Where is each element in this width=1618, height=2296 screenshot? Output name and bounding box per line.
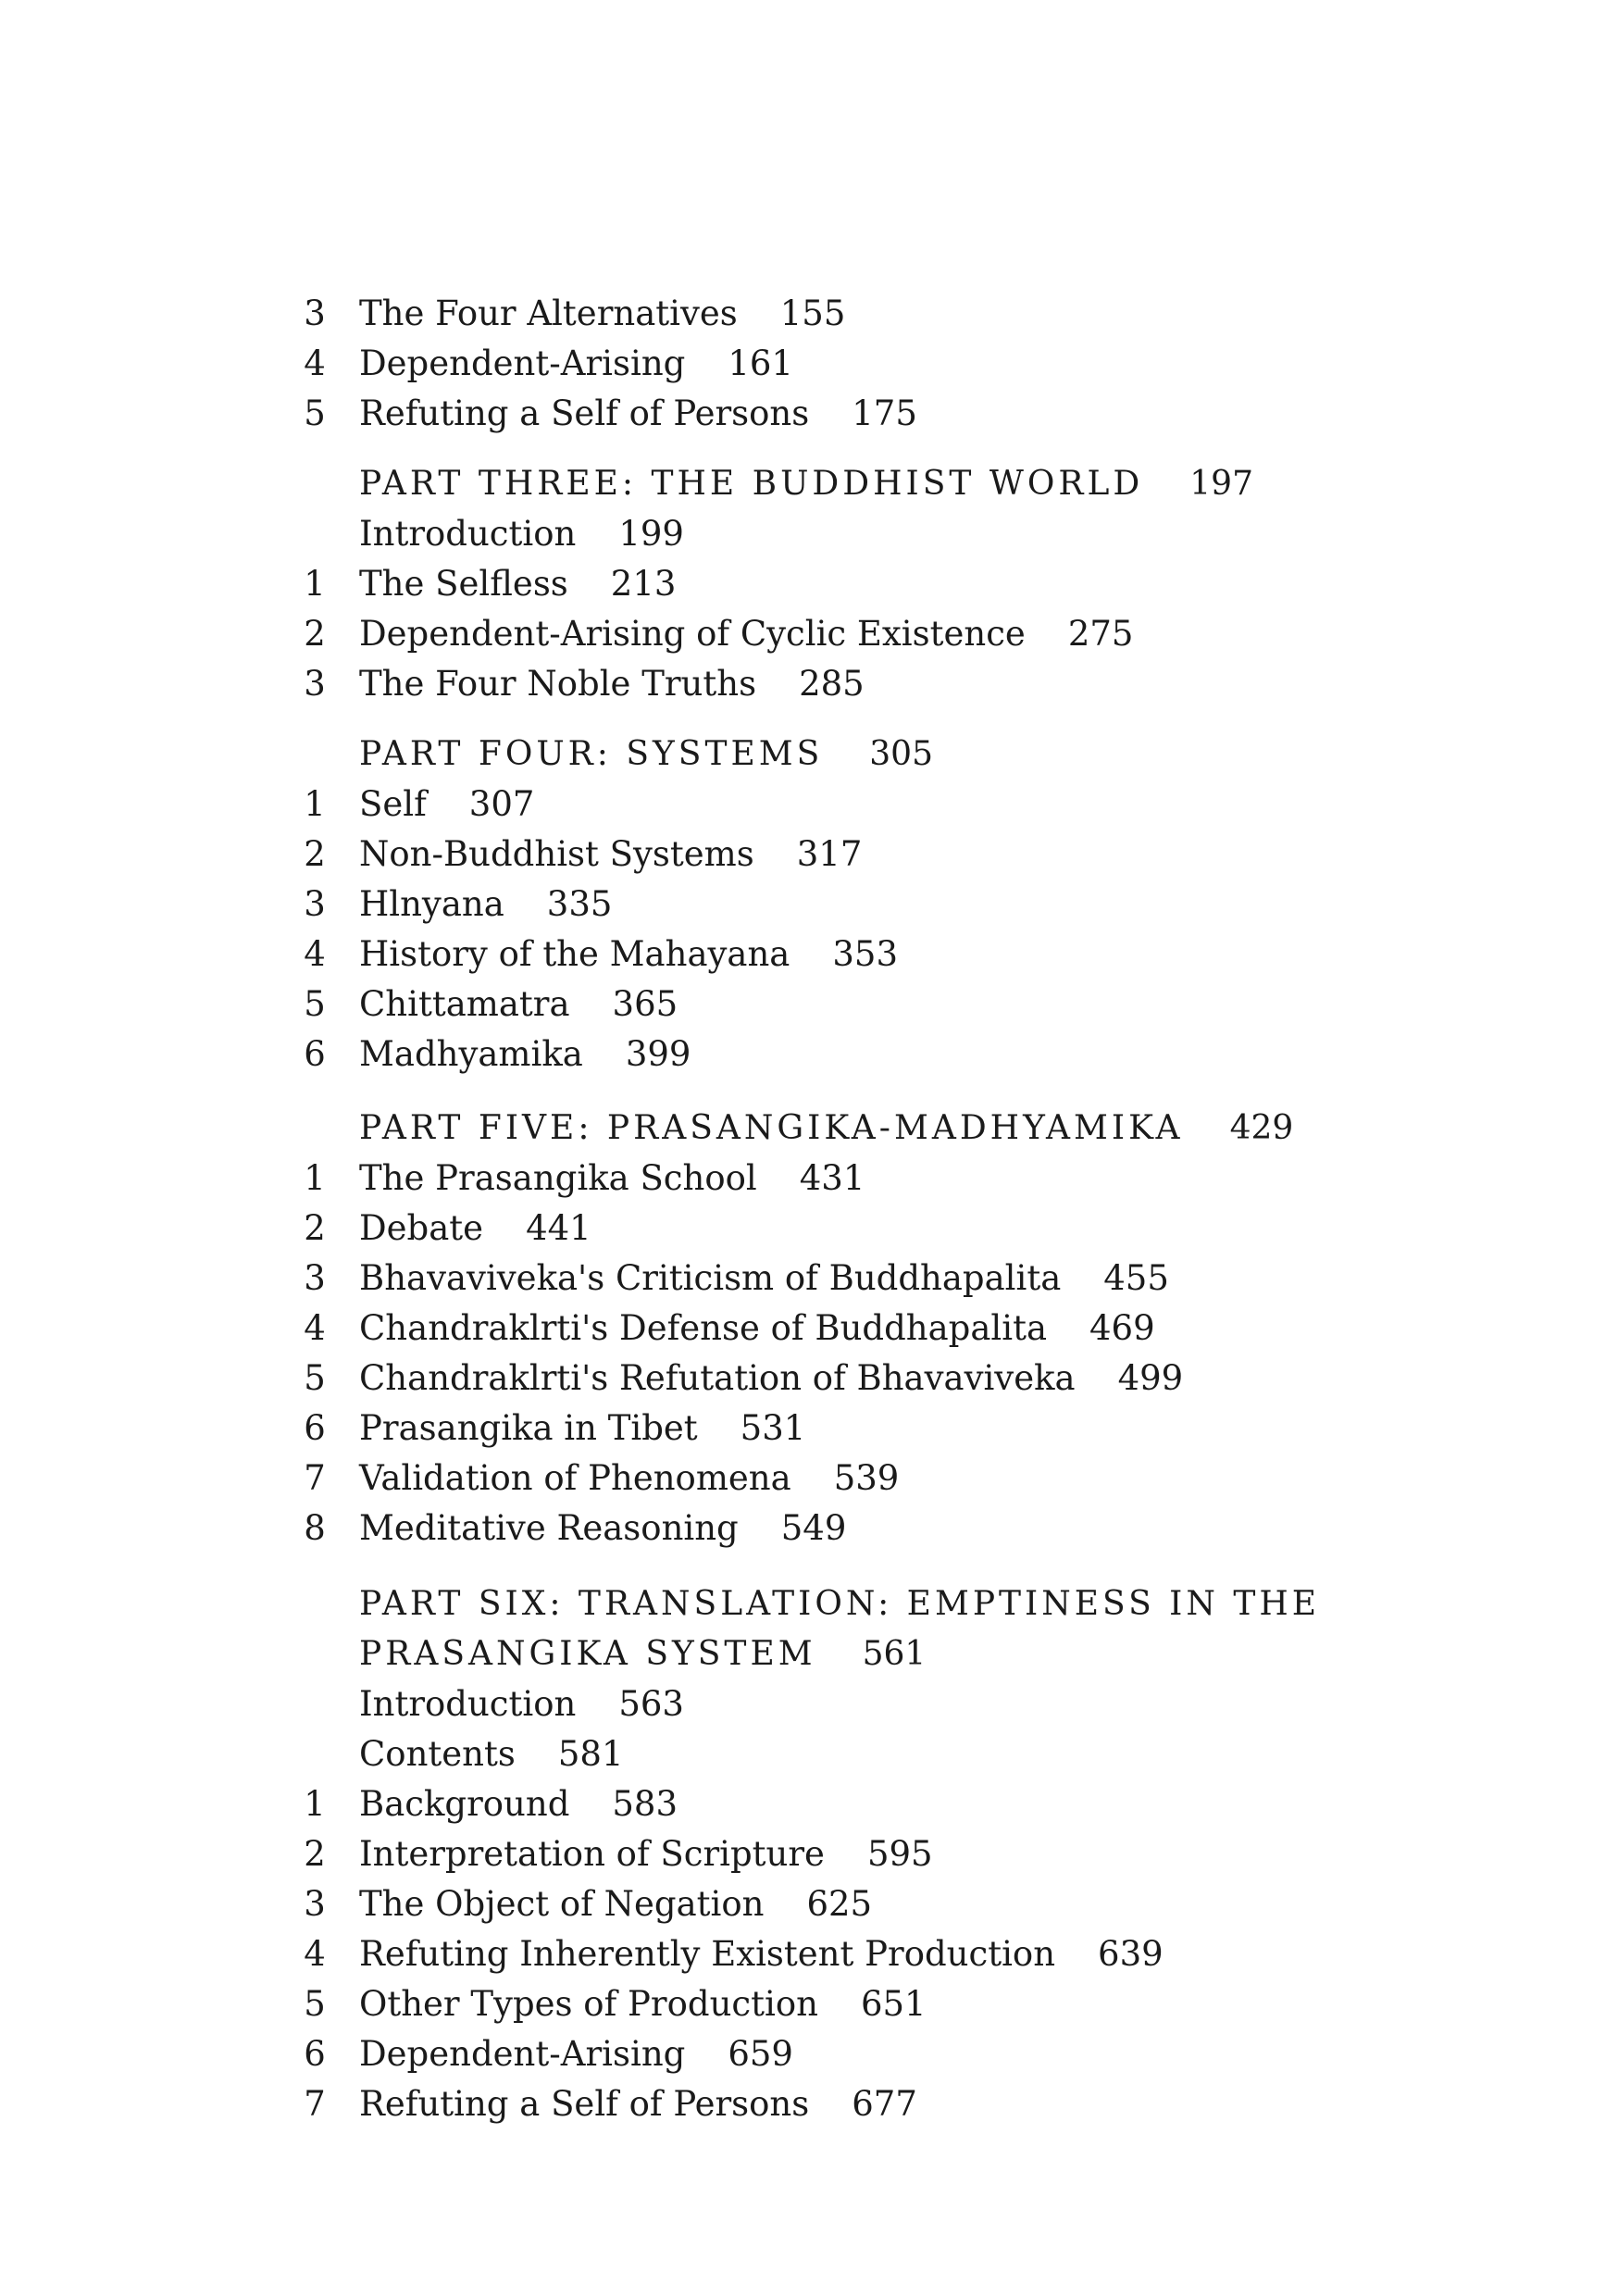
page-number: 307	[468, 784, 535, 824]
chapter-number: 8	[304, 1508, 326, 1548]
chapter-title: Interpretation of Scripture 595	[359, 1834, 933, 1874]
chapter-number: 3	[304, 664, 326, 704]
page-number: 275	[1067, 614, 1134, 654]
toc-entry	[0, 1829, 1618, 1879]
page-number: 549	[780, 1508, 847, 1548]
page-number: 539	[833, 1458, 900, 1498]
page-number: 639	[1098, 1934, 1164, 1974]
chapter-title: Prasangika in Tibet 531	[359, 1408, 806, 1448]
chapter-number: 4	[304, 1308, 326, 1348]
part-title-line: PART SIX: TRANSLATION: EMPTINESS IN THE	[359, 1585, 1321, 1623]
chapter-number: 6	[304, 1408, 326, 1448]
page-number: 317	[796, 834, 863, 874]
chapter-title: Meditative Reasoning 549	[359, 1508, 847, 1548]
chapter-title: Other Types of Production 651	[359, 1984, 927, 2024]
toc-entry	[0, 880, 1618, 930]
page-number: 399	[625, 1034, 691, 1074]
chapter-title: Background 583	[359, 1784, 678, 1824]
chapter-number: 2	[304, 1208, 326, 1248]
page-number: 213	[610, 564, 677, 604]
toc-entry	[0, 2029, 1618, 2079]
chapter-number: 7	[304, 2084, 326, 2124]
chapter-number: 6	[304, 2034, 326, 2074]
toc-entry	[0, 1979, 1618, 2029]
page-number: 305	[869, 735, 933, 773]
chapter-number: 3	[304, 1258, 326, 1298]
page-number: 499	[1117, 1358, 1184, 1398]
toc-entry	[0, 1029, 1618, 1079]
chapter-title: The Four Noble Truths 285	[359, 664, 865, 704]
chapter-title: Refuting Inherently Existent Production 639	[359, 1934, 1164, 1974]
toc-entry	[0, 980, 1618, 1029]
page-number: 429	[1229, 1109, 1294, 1147]
chapter-number: 5	[304, 984, 326, 1024]
part-title: PRASANGIKA SYSTEM 561	[359, 1635, 927, 1673]
chapter-title: Refuting a Self of Persons 677	[359, 2084, 917, 2124]
part-heading-continued	[0, 1629, 1618, 1679]
toc-entry	[0, 1454, 1618, 1504]
chapter-number: 1	[304, 1158, 326, 1198]
toc-entry	[0, 1254, 1618, 1304]
chapter-title: Hlnyana 335	[359, 884, 613, 924]
page-number: 455	[1103, 1258, 1169, 1298]
chapter-number: 5	[304, 1358, 326, 1398]
toc-entry	[0, 1779, 1618, 1829]
chapter-title: Dependent-Arising 161	[359, 343, 793, 383]
page-number: 353	[832, 934, 898, 974]
page-number: 563	[618, 1684, 684, 1724]
page-number: 625	[806, 1884, 873, 1924]
chapter-title: Dependent-Arising of Cyclic Existence 275	[359, 614, 1134, 654]
chapter-number: 7	[304, 1458, 326, 1498]
part-heading	[0, 1104, 1618, 1154]
page-number: 659	[728, 2034, 793, 2074]
chapter-number: 2	[304, 834, 326, 874]
toc-entry	[0, 1929, 1618, 1979]
toc-entry	[0, 830, 1618, 880]
page-number: 155	[779, 293, 846, 333]
chapter-number: 2	[304, 614, 326, 654]
toc-entry	[0, 559, 1618, 609]
chapter-title: Contents 581	[359, 1734, 624, 1774]
page-number: 161	[728, 343, 793, 383]
page-number: 583	[612, 1784, 678, 1824]
chapter-number: 3	[304, 884, 326, 924]
part-heading	[0, 459, 1618, 509]
page-number: 199	[618, 514, 684, 554]
page-number: 531	[740, 1408, 806, 1448]
chapter-title: Validation of Phenomena 539	[359, 1458, 900, 1498]
chapter-title: Non-Buddhist Systems 317	[359, 834, 863, 874]
chapter-number: 3	[304, 1884, 326, 1924]
chapter-title: The Prasangika School 431	[359, 1158, 865, 1198]
chapter-number: 5	[304, 1984, 326, 2024]
chapter-title: The Object of Negation 625	[359, 1884, 873, 1924]
page-number: 335	[546, 884, 613, 924]
chapter-number: 4	[304, 343, 326, 383]
toc-entry	[0, 2079, 1618, 2129]
toc-entry	[0, 1879, 1618, 1929]
chapter-number: 1	[304, 784, 326, 824]
chapter-title: The Selfless 213	[359, 564, 677, 604]
toc-entry	[0, 609, 1618, 659]
chapter-title: Chandraklrti's Defense of Buddhapalita 469	[359, 1308, 1155, 1348]
part-heading	[0, 730, 1618, 780]
part-title: PART FOUR: SYSTEMS 305	[359, 735, 933, 773]
page-number: 431	[799, 1158, 865, 1198]
toc-entry	[0, 1304, 1618, 1354]
page-number: 469	[1089, 1308, 1155, 1348]
toc-entry	[0, 1204, 1618, 1254]
chapter-title: Bhavaviveka's Criticism of Buddhapalita 455	[359, 1258, 1169, 1298]
toc-entry	[0, 1354, 1618, 1404]
chapter-title: History of the Mahayana 353	[359, 934, 898, 974]
part-heading	[0, 1579, 1618, 1629]
page-number: 197	[1189, 465, 1253, 503]
chapter-title: Dependent-Arising 659	[359, 2034, 793, 2074]
chapter-title: Madhyamika 399	[359, 1034, 691, 1074]
toc-entry	[0, 389, 1618, 439]
chapter-number: 5	[304, 393, 326, 433]
chapter-title: Self 307	[359, 784, 535, 824]
chapter-title: Chittamatra 365	[359, 984, 678, 1024]
toc-entry	[0, 1729, 1618, 1779]
chapter-title: Refuting a Self of Persons 175	[359, 393, 917, 433]
toc-entry	[0, 289, 1618, 339]
chapter-number: 6	[304, 1034, 326, 1074]
page-number: 595	[866, 1834, 933, 1874]
page-number: 175	[852, 393, 917, 433]
chapter-title: Debate 441	[359, 1208, 591, 1248]
chapter-title: Introduction 199	[359, 514, 684, 554]
chapter-title: Introduction 563	[359, 1684, 684, 1724]
toc-entry	[0, 339, 1618, 389]
chapter-number: 1	[304, 1784, 326, 1824]
toc-entry	[0, 1679, 1618, 1729]
page-number: 651	[860, 1984, 927, 2024]
page-number: 441	[526, 1208, 591, 1248]
page-number: 561	[862, 1635, 927, 1673]
toc-entry	[0, 930, 1618, 980]
toc-entry	[0, 509, 1618, 559]
page-number: 677	[852, 2084, 917, 2124]
page-number: 365	[612, 984, 678, 1024]
toc-entry	[0, 780, 1618, 830]
toc-entry	[0, 1404, 1618, 1454]
toc-entry	[0, 659, 1618, 709]
page-number: 581	[557, 1734, 624, 1774]
part-title: PART THREE: THE BUDDHIST WORLD 197	[359, 465, 1253, 503]
chapter-number: 4	[304, 934, 326, 974]
part-title: PART FIVE: PRASANGIKA-MADHYAMIKA 429	[359, 1109, 1294, 1147]
chapter-number: 2	[304, 1834, 326, 1874]
chapter-number: 4	[304, 1934, 326, 1974]
toc-entry	[0, 1504, 1618, 1554]
chapter-number: 3	[304, 293, 326, 333]
toc-entry	[0, 1154, 1618, 1204]
chapter-title: The Four Alternatives 155	[359, 293, 846, 333]
chapter-title: Chandraklrti's Refutation of Bhavaviveka 499	[359, 1358, 1184, 1398]
chapter-number: 1	[304, 564, 326, 604]
page-number: 285	[799, 664, 865, 704]
